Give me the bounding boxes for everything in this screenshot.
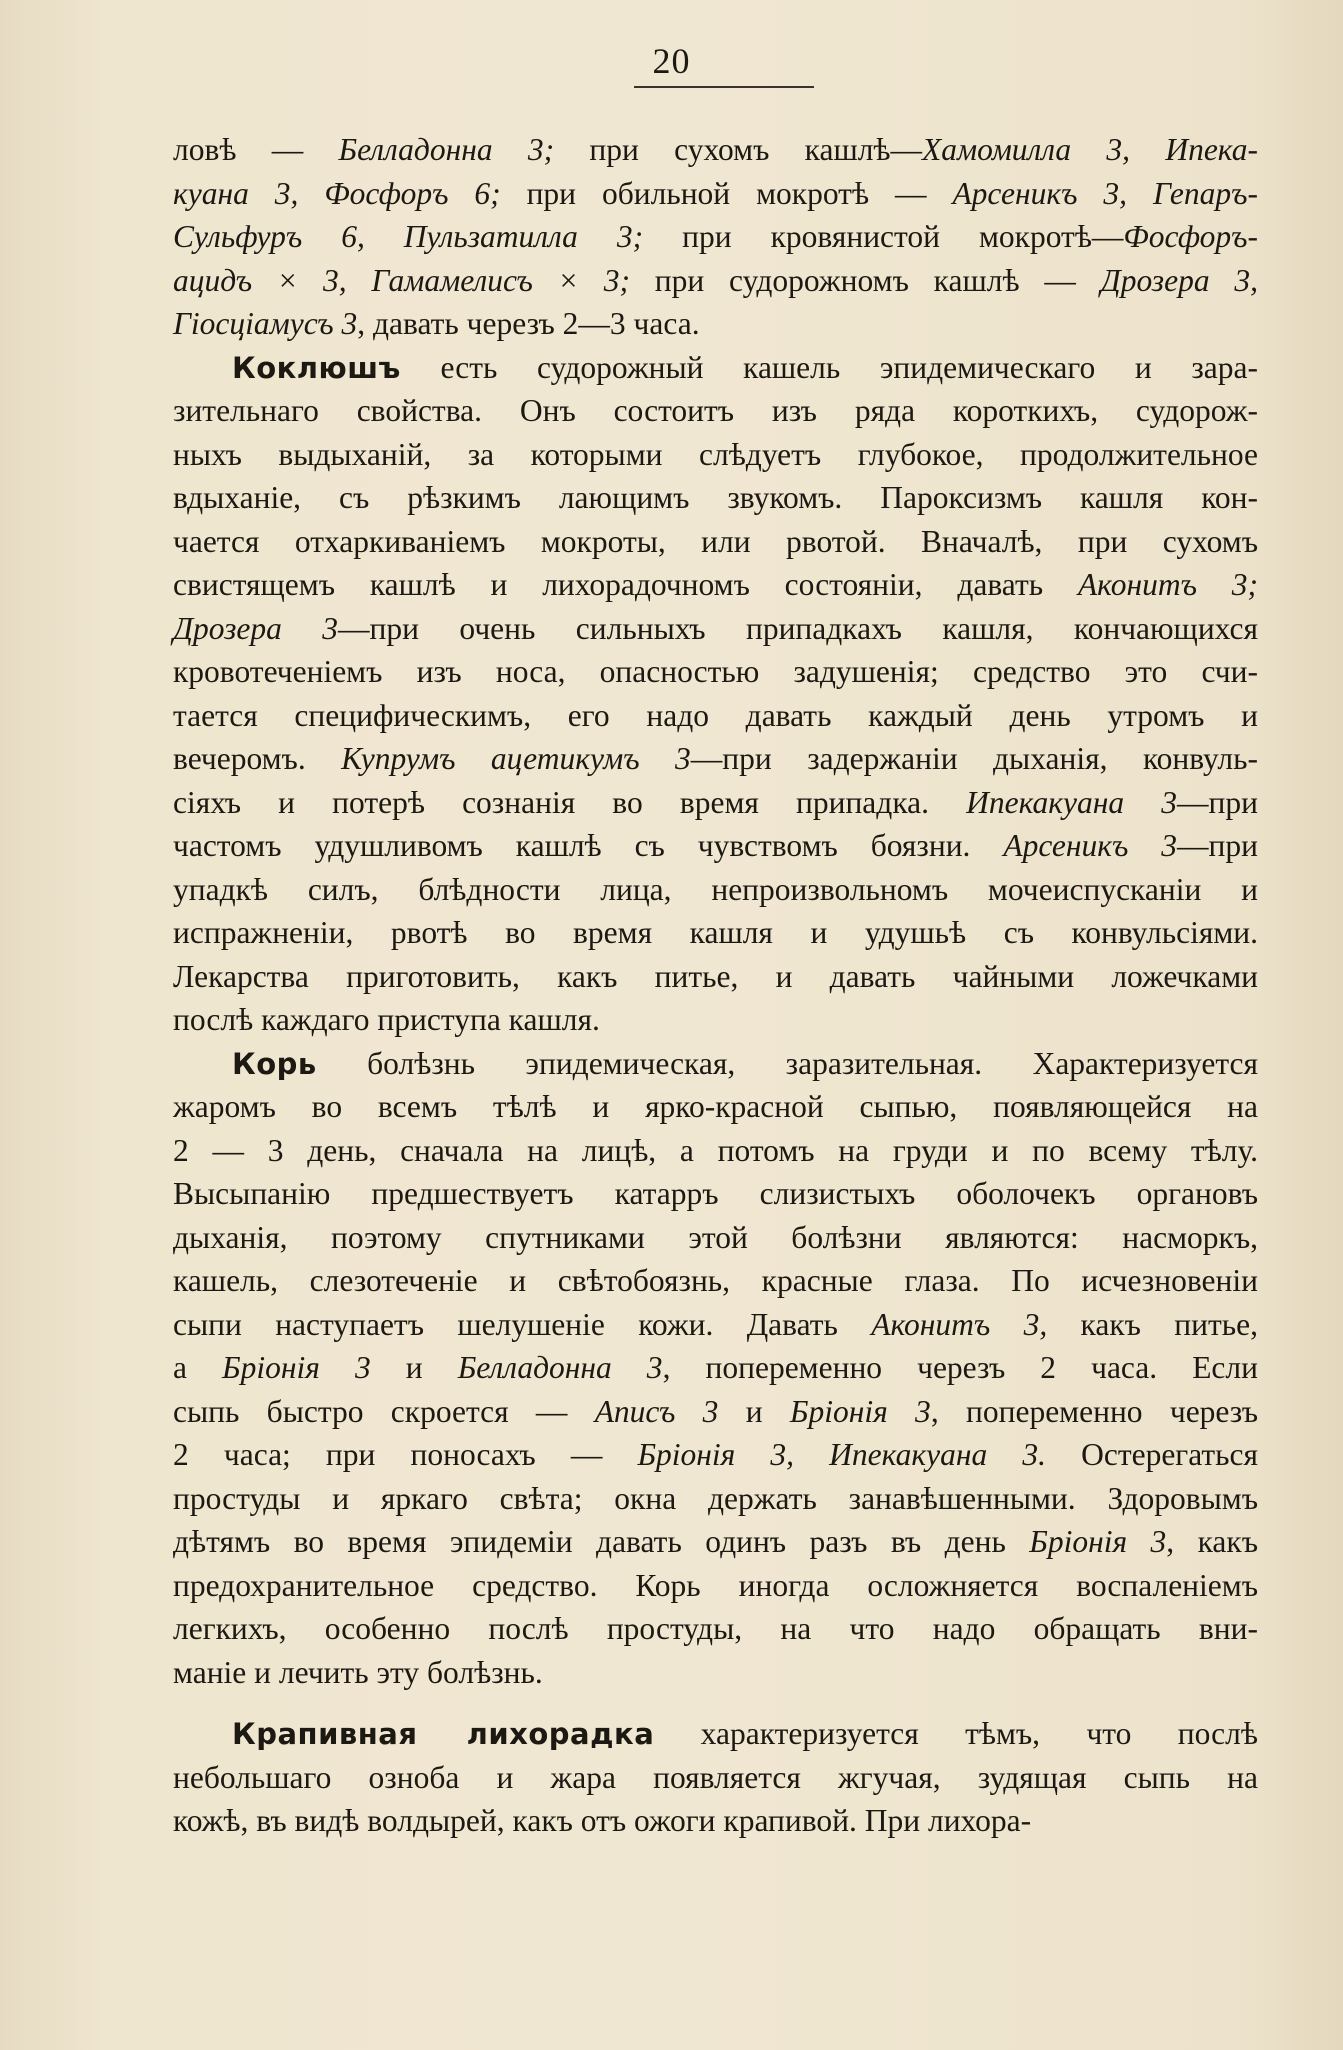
header-rule [634,86,814,88]
text-line [173,1346,1258,1390]
text-line [173,1607,1258,1651]
text-line [173,911,1258,955]
remedy-name: Гіосціамусъ 3 [173,306,358,341]
text-run: послѣ каждаго приступа кашля. [173,1002,600,1037]
text-line [173,1129,1258,1173]
text-line [173,172,1258,216]
text-run: зительнаго свойства. Онъ состоитъ изъ ряда короткихъ, судорож- [173,393,1258,428]
text-run: тается специфическимъ, его надо давать каждый день утромъ и [173,697,1258,733]
remedy-name: Дрозера 3, [1100,262,1258,298]
text-line [173,1799,1258,1843]
remedy-name: Сульфуръ 6, Пульзатилла 3; [173,219,644,254]
text-line [173,476,1258,520]
text-line [173,737,1258,781]
text-run: ныхъ выдыханій, за которыми слѣдуетъ глубокое, продолжительное [173,436,1258,472]
body-text [173,128,1258,1843]
text-line [173,259,1258,303]
text-line [173,607,1258,651]
text-run: при обильной мокротѣ — [500,175,953,211]
text-run: —при задержаніи дыханія, конвуль- [690,741,1258,776]
text-line [173,1433,1258,1477]
remedy-name: Белладонна 3 [457,1350,663,1385]
text-line [173,346,1258,390]
text-run: дѣтямъ во время эпидеміи давать одинъ разъ въ день [173,1524,1030,1559]
text-run: —при очень сильныхъ припадкахъ кашля, кончающихся [338,610,1258,646]
remedy-name: Хамомилла 3, Ипека- [922,132,1259,167]
text-run: характеризуется тѣмъ, что послѣ [654,1716,1258,1751]
text-run: и [718,1393,790,1429]
remedy-name: ацидъ × 3, Гамамелисъ × 3; [173,262,630,298]
text-run: испражненіи, рвотѣ во время кашля и удушьѣ съ конвульсіями. [173,915,1258,950]
text-line [173,563,1258,607]
remedy-name: Бріонія 3, Ипекакуана 3. [637,1437,1046,1472]
text-run: жаромъ во всемъ тѣлѣ и ярко-красной сыпью, появляющейся на [173,1089,1258,1124]
text-line [173,1756,1258,1800]
text-run: частомъ удушливомъ кашлѣ съ чувствомъ боязни. [173,828,1004,863]
text-run: свистящемъ кашлѣ и лихорадочномъ состояніи, давать [173,567,1078,602]
text-line [173,1259,1258,1303]
text-run: при кровянистой мокротѣ— [643,219,1124,254]
text-run: , попеременно черезъ 2 часа. Если [662,1350,1258,1385]
text-line [173,1651,1258,1695]
remedy-name: Купрумъ ацетикумъ 3 [341,741,691,776]
text-run: Высыпанію предшествуетъ катарръ слизистыхъ оболочекъ органовъ [173,1176,1258,1211]
text-line [173,1042,1258,1086]
text-line [173,520,1258,564]
text-line [173,433,1258,477]
text-line [173,389,1258,433]
text-run: легкихъ, особенно послѣ простуды, на что надо обращать вни- [173,1611,1258,1646]
text-line [173,128,1258,172]
remedy-name: Ипекакуана 3 [966,784,1178,820]
remedy-name: Аконитъ 3, [871,1306,1048,1342]
text-run: вечеромъ. [173,741,342,776]
remedy-name: Арсеникъ 3 [1003,828,1178,863]
text-run: простуды и яркаго свѣта; окна держать занавѣшенными. Здоровымъ [173,1480,1258,1516]
text-run: ловѣ — [173,132,339,167]
text-line [173,302,1258,346]
text-run: и [370,1350,458,1385]
text-run: болѣзнь эпидемическая, заразительная. Характеризуется [316,1045,1258,1081]
text-run: , какъ [1166,1524,1258,1559]
text-run: кровотеченіемъ изъ носа, опасностью задушенія; средство это счи- [173,654,1258,689]
text-line [173,650,1258,694]
text-run: 2 часа; при поносахъ — [173,1437,638,1472]
remedy-name: куана 3, Фосфоръ 6; [173,175,501,211]
text-run: предохранительное средство. Корь иногда осложняется воспаленіемъ [173,1567,1258,1603]
text-line [173,1712,1258,1756]
text-line [173,1564,1258,1608]
text-run: —при [1177,828,1258,863]
text-run: при сухомъ кашлѣ— [554,132,923,167]
text-line [173,1520,1258,1564]
text-run: сыпь быстро скроется — [173,1393,595,1429]
remedy-name: Фосфоръ- [1123,219,1258,254]
remedy-name: Аписъ 3 [594,1393,719,1429]
text-line [173,824,1258,868]
text-line [173,781,1258,825]
text-line [173,1216,1258,1260]
text-run: —при [1177,784,1258,820]
text-run: есть судорожный кашель эпидемическаго и зара- [400,349,1258,385]
text-line [173,955,1258,999]
text-run: Лекарства приготовить, какъ питье, и давать чайными ложечками [173,958,1258,994]
text-run: дыханія, поэтому спутниками этой болѣзни являются: насморкъ, [173,1219,1258,1255]
remedy-name: Аконитъ 3; [1077,567,1259,602]
page-number: 20 [652,41,691,81]
text-run: Остерегаться [1045,1437,1258,1472]
text-line [173,1085,1258,1129]
text-run: какъ питье, [1047,1306,1258,1342]
remedy-name: Бріонія 3 [222,1350,371,1385]
text-run: сіяхъ и потерѣ сознанія во время припадка. [173,784,967,820]
text-run: при судорожномъ кашлѣ — [629,262,1101,298]
remedy-name: Дрозера 3 [173,610,339,646]
remedy-name: Бріонія 3 [1029,1524,1167,1559]
text-line [173,998,1258,1042]
text-run: 2 — 3 день, сначала на лицѣ, а потомъ на груди и по всему тѣлу. [173,1132,1258,1168]
text-run: маніе и лечить эту болѣзнь. [173,1654,543,1690]
text-run: , попеременно черезъ [930,1393,1258,1429]
remedy-name: Бріонія 3 [789,1393,931,1429]
text-line [173,1303,1258,1347]
text-line [173,215,1258,259]
text-line [173,868,1258,912]
text-run: а [173,1350,223,1385]
text-run: вдыханіе, съ рѣзкимъ лающимъ звукомъ. Пароксизмъ кашля кон- [173,480,1258,515]
text-run: кашель, слезотеченіе и свѣтобоязнь, красные глаза. По исчезновеніи [173,1263,1258,1298]
text-line [173,1390,1258,1434]
text-line [173,1172,1258,1216]
disease-heading: Корь [232,1046,317,1081]
text-run: небольшаго озноба и жара появляется жгучая, зудящая сыпь на [173,1759,1258,1795]
remedy-name: Белладонна 3; [338,132,555,167]
disease-heading: Крапивная лихорадка [232,1717,655,1751]
remedy-name: Арсеникъ 3, Гепаръ- [952,175,1258,211]
text-run: сыпи наступаетъ шелушеніе кожи. Давать [173,1306,872,1342]
text-run: упадкѣ силъ, блѣдности лица, непроизвольномъ мочеиспусканіи и [173,871,1258,907]
disease-heading: Коклюшъ [232,350,401,385]
text-line [173,694,1258,738]
text-run: , давать черезъ 2—3 часа. [357,306,700,341]
text-run: чается отхаркиваніемъ мокроты, или рвотой. Вначалѣ, при сухомъ [173,523,1258,559]
text-line [173,1477,1258,1521]
text-run: кожѣ, въ видѣ волдырей, какъ отъ ожоги крапивой. При лихора- [173,1803,1032,1838]
